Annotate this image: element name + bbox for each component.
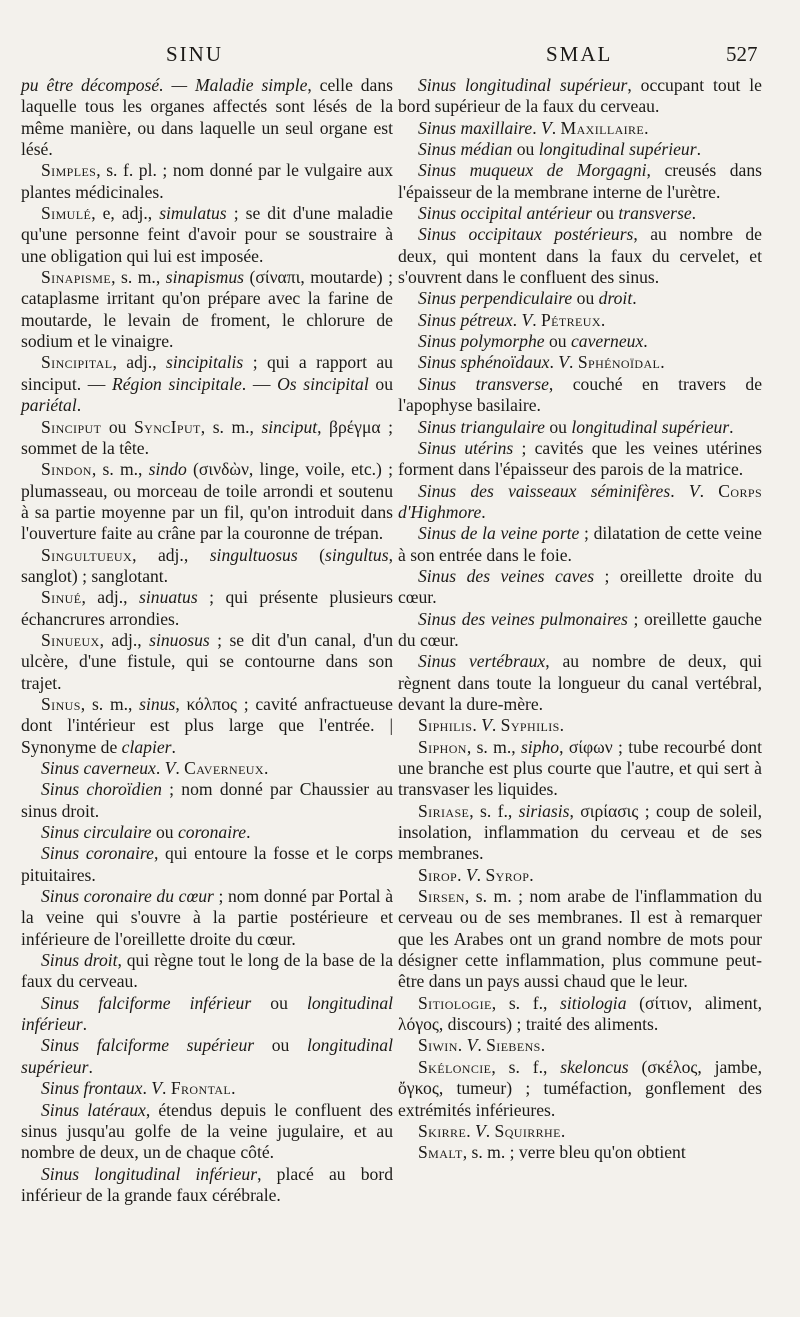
term: clapier — [121, 736, 172, 757]
entry-text: . — [532, 309, 541, 330]
entry-text: , s. f., — [469, 800, 519, 821]
entry-text: . — [696, 139, 701, 160]
term: V — [521, 309, 533, 330]
entry-text: ; qui a rapport au sinciput. — — [21, 352, 393, 394]
dictionary-entry — [398, 1057, 762, 1121]
term: sitiologia — [560, 992, 627, 1013]
entry-text: . — [699, 480, 719, 501]
term: Sinus sphénoïdaux — [418, 352, 550, 373]
dictionary-entry — [21, 779, 393, 822]
entry-text: . — [82, 1014, 87, 1035]
term: V — [558, 352, 570, 373]
entry-text: , s. f. pl. ; nom donné par le vulgaire aux plantes médicinales. — [21, 160, 393, 202]
dictionary-entry — [21, 1100, 393, 1164]
term: longitudinal supérieur — [571, 416, 730, 437]
term: Sinus frontaux — [41, 1078, 143, 1099]
headword: Sinapisme — [41, 267, 112, 288]
dictionary-entry — [398, 1035, 762, 1056]
entry-text: , occupant tout le bord supérieur de la faux du cerveau. — [398, 75, 762, 117]
term: Sinus longitudinal inférieur — [41, 1163, 258, 1184]
entry-text: (σίτιον, aliment, λόγος, discours) ; traité des aliments. — [398, 992, 762, 1035]
dictionary-entry — [21, 822, 393, 843]
term: V — [688, 480, 700, 501]
dictionary-entry — [398, 118, 762, 139]
entry-text: ou — [572, 288, 599, 309]
entry-text: ou — [544, 331, 571, 352]
term: sinuatus — [139, 587, 198, 608]
entry-text: . — [569, 352, 578, 373]
entry-text: , s. f., — [491, 992, 561, 1013]
headword: Simulé — [41, 203, 92, 224]
term: Sinus falciforme supérieur — [41, 1035, 255, 1056]
headword: Siphilis — [418, 715, 473, 736]
entry-text: ; qui présente plusieurs échancrures arrondies. — [21, 587, 393, 629]
headword: Sindon — [41, 459, 92, 480]
entry-text: Caverneux — [184, 758, 264, 778]
entry-text: ou — [151, 822, 178, 843]
dictionary-entry — [398, 374, 762, 417]
headword: Sinus — [41, 693, 81, 714]
term: Sinus droit — [41, 950, 118, 971]
dictionary-entry — [398, 566, 762, 609]
entry-text: . — [142, 1078, 152, 1099]
dictionary-entry — [398, 523, 762, 566]
dictionary-entry — [21, 694, 393, 758]
term: simulatus — [159, 203, 227, 224]
dictionary-entry — [398, 993, 762, 1036]
dictionary-entry — [21, 203, 393, 267]
entry-text: ou — [101, 416, 134, 437]
entry-text: , placé au bord inférieur de la grande faux cérébrale. — [21, 1163, 394, 1205]
entry-text: Siebens — [486, 1035, 541, 1056]
term: Région sincipitale — [112, 373, 242, 394]
dictionary-entry — [21, 630, 393, 694]
entry-text: . — [231, 1078, 236, 1099]
term: pariétal — [21, 395, 77, 416]
term: Sinus occipital antérieur — [418, 203, 592, 224]
entry-text: , s. m., — [200, 416, 262, 437]
header-left-guideword: SINU — [166, 42, 224, 66]
entry-text: . — [632, 288, 637, 309]
entry-text: . — [643, 331, 648, 352]
entry-text: , s. m., — [111, 267, 166, 288]
entry-text: . — [481, 501, 486, 522]
dictionary-entry — [398, 331, 762, 352]
entry-text: Maxillaire — [560, 117, 645, 138]
dictionary-entry — [398, 737, 762, 801]
entry-text: , qui entoure la fosse et le corps pituitaires. — [21, 843, 393, 885]
dictionary-entry — [21, 160, 393, 203]
entry-text: , adj., — [132, 544, 210, 565]
term: Sinus médian — [418, 139, 513, 160]
entry-text: . — [729, 416, 734, 437]
dictionary-entry — [398, 417, 762, 438]
term: V — [474, 1120, 486, 1141]
term: Sinus circulaire — [41, 822, 152, 843]
entry-text: . — [175, 758, 185, 778]
page-number: 527 — [726, 42, 758, 66]
dictionary-entry — [21, 267, 393, 352]
entry-text: , s. m. ; verre bleu qu'on obtient — [462, 1142, 686, 1163]
term: Sinus choroïdien — [41, 779, 162, 800]
entry-text: . — [559, 715, 565, 736]
term: skeloncus — [560, 1056, 629, 1077]
entry-text: . — [171, 736, 176, 757]
term: Sinus maxillaire — [418, 117, 533, 138]
entry-text: ou — [254, 1035, 307, 1056]
term: Sinus latéraux — [41, 1099, 146, 1120]
term: sincipitalis — [166, 352, 244, 373]
dictionary-entry — [398, 203, 762, 224]
term: caverneux — [570, 331, 644, 352]
entry-text: ; nom donné par Portal à la veine qui s'ouvre à la partie postérieure et inférieure de l'oreillette droite du cœur. — [21, 886, 393, 949]
entry-text: , adj., — [112, 352, 167, 373]
term: sinapismus — [165, 267, 244, 288]
entry-text: ou — [591, 203, 619, 224]
entry-text: . — [551, 117, 561, 138]
term: Sinus falciforme inférieur — [41, 992, 252, 1013]
term: Sinus muqueux de Morgagni — [418, 160, 647, 181]
entry-text: , adj., — [81, 587, 140, 608]
term: V — [164, 758, 176, 778]
dictionary-entry — [398, 715, 762, 736]
entry-text: Syrop — [485, 864, 530, 885]
entry-text: , adj., — [99, 629, 150, 650]
dictionary-entry — [21, 459, 393, 544]
entry-text: , s. m., — [80, 693, 140, 714]
entry-text: . — [549, 352, 559, 373]
entry-text: . — [457, 864, 466, 885]
entry-text: . — [263, 758, 269, 778]
entry-text: . — [660, 352, 665, 373]
entry-text: . — [560, 1120, 566, 1141]
entry-text: Syphilis — [500, 715, 560, 736]
entry-text: , étendus depuis le confluent des sinus jusqu'au golfe de la veine jugulaire, et au nombre de deux, un de chaque côté. — [21, 1099, 393, 1163]
term: Sinus occipitaux postérieurs — [418, 224, 634, 245]
entry-text: , au nombre de deux, qui règnent dans toute la longueur du canal vertébral, devant la dure-mère. — [398, 651, 763, 714]
entry-text: , creusés dans l'épaisseur de la membrane interne de l'urètre. — [398, 160, 762, 202]
entry-text: . — [477, 1035, 487, 1056]
entry-text: . — [600, 309, 606, 330]
entry-text: Corps — [718, 480, 763, 501]
entry-text: ou — [512, 139, 539, 160]
term: sinus — [139, 693, 176, 714]
headword: Smalt — [418, 1142, 463, 1163]
entry-text: , σιρίασις ; coup de soleil, insolation, inflammation du cerveau et de ses membranes. — [398, 800, 763, 864]
entry-text: (σκέλος, jambe, ὄγκος, tumeur) ; tuméfaction, gonflement des extrémités inférieures. — [398, 1056, 762, 1120]
dictionary-entry — [398, 224, 762, 288]
dictionary-entry — [398, 481, 762, 524]
headword: Siwin — [418, 1035, 458, 1056]
entry-text: . — [162, 1078, 171, 1099]
dictionary-entry — [398, 288, 762, 309]
entry-text: ( — [297, 544, 326, 565]
term: Sinus longitudinal supérieur — [418, 75, 628, 95]
term: longitudinal supérieur — [21, 1035, 393, 1077]
dictionary-entry — [398, 438, 762, 481]
running-header — [0, 42, 800, 72]
term: Sinus pétreux — [418, 309, 513, 330]
term: singultus — [325, 544, 389, 565]
entry-text: Frontal — [170, 1078, 232, 1099]
dictionary-entry — [398, 75, 762, 118]
entry-text: , couché en travers de l'apophyse basilaire. — [398, 373, 763, 416]
dictionary-entry — [21, 1035, 393, 1078]
entry-text: . — [155, 758, 165, 778]
dictionary-entry — [398, 865, 762, 886]
term: sindo — [148, 459, 187, 480]
entry-text: ; oreillette gauche du cœur. — [398, 608, 762, 650]
entry-text: . — [466, 1120, 475, 1141]
term: Sinus polymorphe — [418, 331, 545, 352]
dictionary-entry — [398, 1142, 762, 1163]
entry-text: , s. m. ; nom arabe de l'inflammation du cerveau ou de ses membranes. Il est à remarquer que les Arabes ont un grand nombre de mots pour désigner cette inflammation, plus commune peut-être dans un pays aussi chaud que le leur. — [398, 886, 762, 992]
term: Os sincipital — [277, 373, 369, 394]
entry-text: ; se dit d'une maladie qu'une personne feint d'avoir pour se soustraire à une obligation qui lui est imposée. — [21, 203, 393, 266]
entry-text: . — [88, 1056, 93, 1077]
dictionary-entry — [21, 587, 393, 630]
entry-text: . — [457, 1035, 467, 1056]
term: Sinus des vaisseaux séminifères — [418, 480, 671, 501]
entry-text: . — [670, 480, 689, 501]
term: coronaire — [178, 822, 247, 843]
entry-text: ou — [251, 992, 307, 1013]
term: sinuosus — [149, 629, 210, 650]
entry-text: ; nom donné par Chaussier au sinus droit. — [21, 779, 393, 821]
entry-text: ou — [368, 373, 393, 394]
left-column — [21, 75, 393, 1206]
term: Sinus des veines pulmonaires — [418, 608, 628, 629]
dictionary-entry — [21, 417, 393, 460]
headword: Sitiologie — [418, 992, 492, 1013]
dictionary-entry — [398, 651, 762, 715]
entry-text: . — [491, 715, 501, 736]
entry-text: , sanglot) ; sanglotant. — [21, 544, 393, 586]
dictionary-entry — [21, 993, 393, 1036]
dictionary-entry — [398, 801, 762, 865]
entry-text: . — [476, 864, 486, 885]
term: Maladie simple — [194, 75, 308, 95]
entry-text: . — [76, 395, 82, 416]
term: siriasis — [518, 800, 570, 821]
entry-text: (σίναπι, moutarde) ; cataplasme irritant qu'on prépare avec la farine de moutarde, le levain de froment, le chlorure de sodium et le vinaigre. — [21, 267, 393, 352]
headword: Sirsen — [418, 886, 465, 907]
headword: Sincipital — [41, 352, 113, 373]
entry-text: Sphénoïdal — [577, 352, 661, 373]
dictionary-entry — [21, 1164, 393, 1207]
dictionary-entry — [398, 310, 762, 331]
term: longitudinal supérieur — [538, 139, 697, 160]
term: droit — [598, 288, 633, 309]
term: V — [481, 715, 492, 736]
entry-text: , qui règne tout le long de la base de la faux du cerveau. — [21, 950, 393, 992]
header-right-guideword: SMAL — [546, 42, 613, 66]
dictionary-entry — [21, 843, 393, 886]
dictionary-entry — [21, 352, 393, 416]
dictionary-entry — [21, 886, 393, 950]
term: transverse — [618, 203, 692, 224]
dictionary-entry — [398, 886, 762, 993]
term: Sinus triangulaire — [418, 416, 545, 437]
term: Sinus de la veine porte — [418, 523, 580, 544]
headword: Simples — [41, 160, 97, 181]
entry-text: Pétreux — [540, 309, 601, 330]
entry-text: ; se dit d'un canal, d'un ulcère, d'une fistule, qui se contourne dans son trajet. — [21, 629, 393, 693]
entry-text: , σίφων ; tube recourbé dont une branche est plus courte que l'autre, et qui sert à transvaser les liquides. — [398, 736, 762, 800]
right-column — [398, 75, 762, 1164]
entry-text: . — [540, 1035, 546, 1056]
headword: Skirre — [418, 1120, 467, 1141]
entry-text: . — [532, 117, 541, 138]
term: longitudinal inférieur — [21, 992, 394, 1035]
term: Sinus coronaire — [41, 843, 154, 864]
entry-text: , e, adj., — [91, 203, 160, 224]
dictionary-entry — [398, 139, 762, 160]
entry-text: . — [485, 1120, 495, 1141]
headword: Sirop — [418, 864, 458, 885]
entry-text: , celle dans laquelle tous les organes affectés sont lésés de la même manière, ou dans laquelle un seul organe est lésé. — [21, 75, 393, 160]
entry-text: . — [472, 715, 482, 736]
term: d'Highmore — [398, 501, 482, 522]
term: Sinus vertébraux — [418, 651, 546, 672]
entry-text: Squirrhe — [494, 1120, 561, 1141]
term: Sinus caverneux — [41, 758, 156, 778]
headword: Siphon — [418, 736, 467, 757]
entry-text: , s. f., — [491, 1056, 561, 1077]
dictionary-entry — [398, 1121, 762, 1142]
dictionary-entry — [21, 545, 393, 588]
headword: Sinciput — [41, 416, 102, 437]
term: V — [540, 117, 552, 138]
headword: Sinueux — [41, 629, 100, 650]
entry-text: . — [691, 203, 697, 224]
dictionary-entry — [398, 160, 762, 203]
term: singultuosus — [209, 544, 298, 565]
entry-text: ; oreillette droite du cœur. — [398, 565, 762, 608]
dictionary-entry — [21, 1078, 393, 1099]
term: sinciput — [261, 416, 318, 437]
entry-text: , au nombre de deux, qui montent dans la faux du cervelet, et s'ouvrent dans le confluent des sinus. — [398, 224, 762, 288]
entry-text: SyncIput — [133, 416, 201, 437]
headword: Siriase — [418, 800, 470, 821]
term: V — [466, 1035, 478, 1056]
entry-text: (σινδὼν, linge, voile, etc.) ; plumasseau, ou morceau de toile arrondi et soutenu à sa partie moyenne par un fil, qu'on introduit dans l'ouverture faite au crâne par la couronne de trépan. — [21, 459, 393, 544]
entry-text: . — [246, 822, 251, 843]
dictionary-entry — [398, 609, 762, 652]
term: Sinus coronaire du cœur — [41, 886, 214, 907]
dictionary-entry — [398, 352, 762, 373]
headword: Singultueux — [41, 544, 133, 565]
term: Sinus utérins — [418, 437, 514, 458]
dictionary-entry — [21, 75, 393, 160]
headword: Sinué — [41, 587, 82, 608]
dictionary-entry — [21, 758, 393, 779]
entry-text: . — [529, 864, 534, 885]
term: pu être décomposé. — — [21, 75, 195, 95]
term: Sinus perpendiculaire — [418, 288, 573, 309]
entry-text: , s. m., — [91, 459, 149, 480]
entry-text: . — — [241, 373, 278, 394]
entry-text: . — [644, 117, 649, 138]
entry-text: , s. m., — [466, 736, 521, 757]
term: V — [151, 1078, 163, 1099]
term: V — [465, 864, 477, 885]
entry-text: ou — [544, 416, 572, 437]
entry-text: ; dilatation de cette veine à son entrée dans le foie. — [398, 523, 762, 565]
term: Sinus transverse — [418, 373, 549, 394]
entry-text: , βρέγμα ; sommet de la tête. — [21, 416, 393, 458]
term: sipho — [520, 736, 560, 757]
dictionary-entry — [21, 950, 393, 993]
entry-text: ; cavités que les veines utérines forment dans l'épaisseur des parois de la matrice. — [398, 437, 762, 480]
headword: Skéloncie — [418, 1056, 492, 1077]
entry-text: . — [512, 309, 522, 330]
term: Sinus des veines caves — [418, 565, 595, 586]
entry-text: , κόλπος ; cavité anfractueuse dont l'intérieur est plus large que l'entrée. | Synonyme de — [21, 693, 393, 757]
